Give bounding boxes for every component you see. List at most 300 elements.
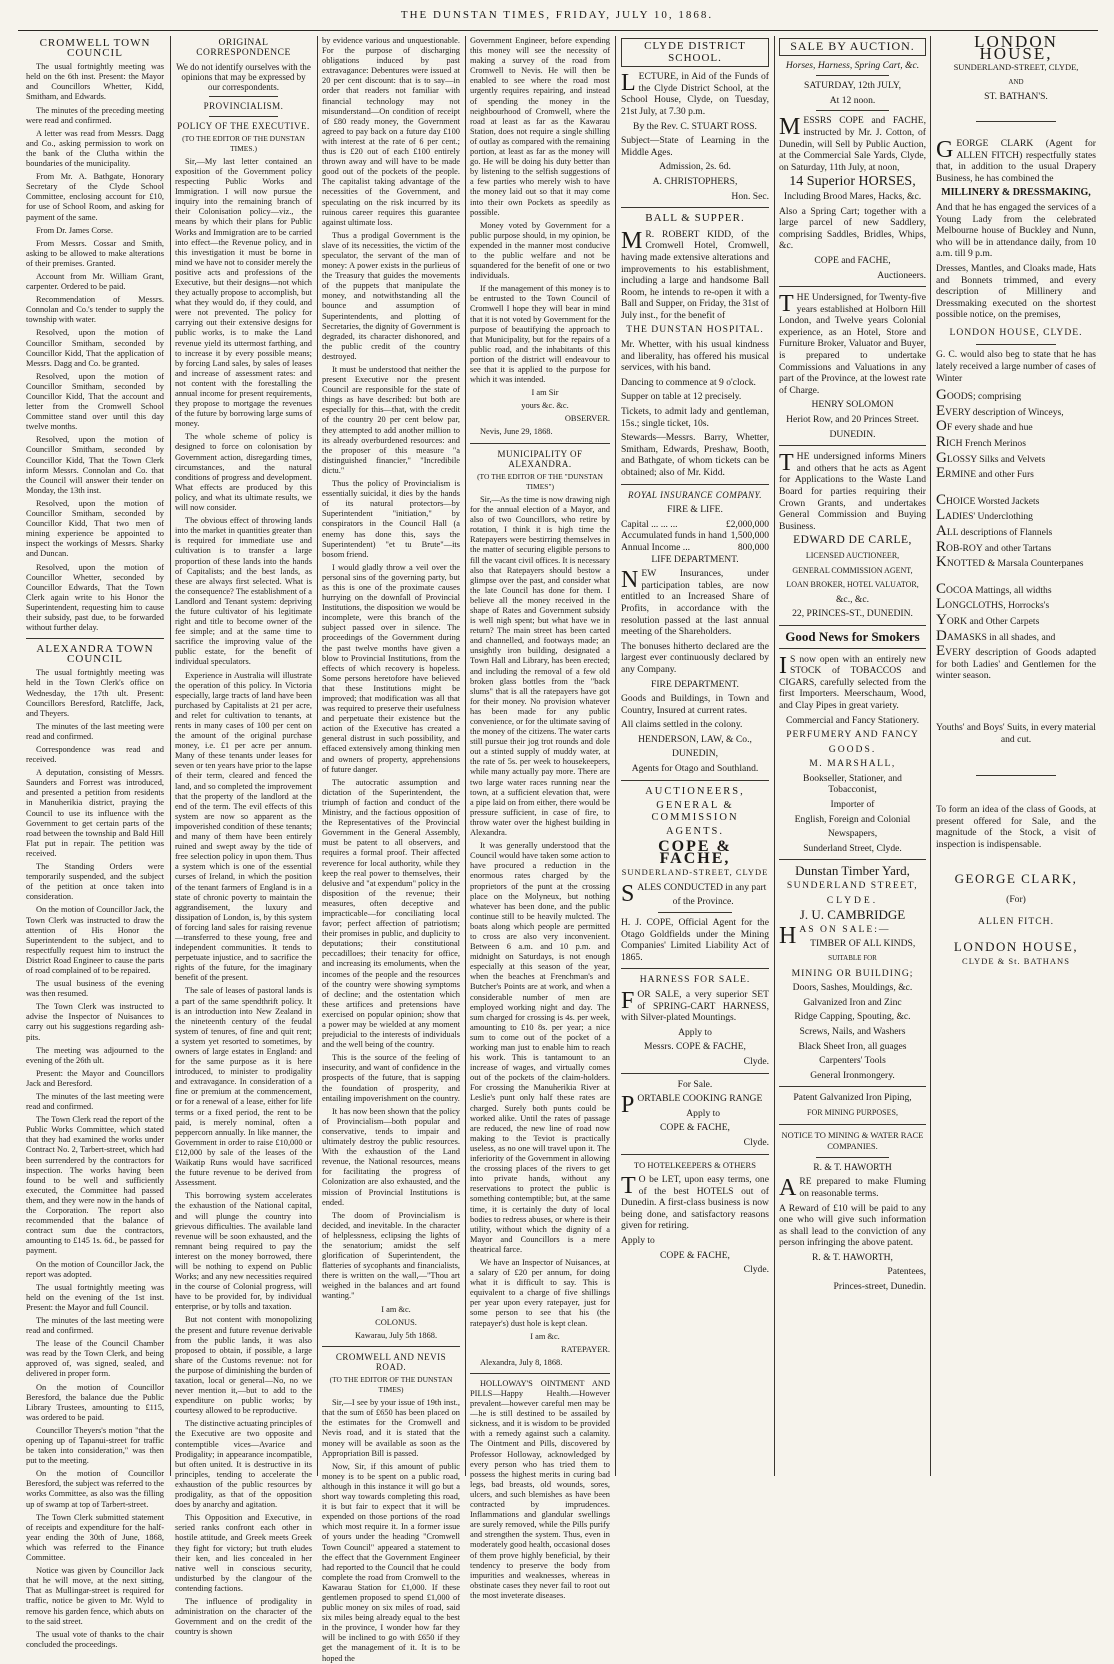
letter-continued bbox=[322, 36, 460, 1302]
agent-region: Agents for Otago and Southland. bbox=[631, 763, 759, 775]
solomon-city: DUNEDIN. bbox=[829, 428, 876, 440]
paragraph: Sir,—As the time is now drawing nigh for the annual election of a Mayor, and also of two Councillors, who retire by rotation, I think it is high time the Ratepayers were bestirring themselves in the matter of securing eligible persons to fill the vacant civil offices. It is necessary also that Ratepayers should bestow a glimpse over the past, and consider what the late Council has done for them. I believe all the money received in the shape of Rates and Government subsidy is well nigh spent; but what have we in return? The main street has been carted and channelled, and footways made; an unsightly iron building, designated a Town Hall and Library, has been erected; and including the removal of a few old broken glass bottles from the "back slums" that is all the ratepayers have got for their money. No provision whatever has been made for any public convenience, or for the ultimate saving of the money of the citizens. The water carts still pursue their jog trot rounds and dole out a stinted supply of muddy water, at the rate of 5s. per week to housekeepers, while many actually pay more. There are two large water races running near the town, at a sufficient elevation that, were a pipe laid on from either, there would be pressure sufficient, in case of fire, to throw water over the highest building in Alexandra. bbox=[470, 494, 610, 838]
auction-heading: SALE BY AUCTION. bbox=[779, 38, 926, 56]
cap: E bbox=[936, 465, 946, 482]
drop-cap: N bbox=[621, 567, 639, 594]
solomon-name: HENRY SOLOMON bbox=[811, 399, 894, 411]
lecture-subject: Subject—State of Learning in the Middle Ages. bbox=[621, 135, 769, 158]
agents: AGENTS. bbox=[665, 826, 725, 838]
paragraph: The influence of prodigality in administration on the character of the Government and on the credit of the country is shown bbox=[175, 1596, 312, 1637]
tickets: Tickets, to admit lady and gentleman, 15s.; single ticket, 10s. bbox=[621, 406, 769, 429]
paragraph: The Town Clerk was instructed to advise the Inspector of Nuisances to carry out his suggestions regarding ash-pits. bbox=[26, 1002, 164, 1042]
divider bbox=[779, 1086, 926, 1087]
goods-item bbox=[936, 418, 1096, 435]
divider bbox=[621, 484, 769, 485]
paragraph: The usual fortnightly meeting was held on the 6th inst. Present: the Mayor and Councillors Whetter, Kidd, Smitham, and Edwards. bbox=[26, 62, 164, 102]
paragraph: Present: the Mayor and Councillors Jack and Beresford. bbox=[26, 1068, 164, 1088]
etc: &c., &c. bbox=[835, 593, 870, 605]
messrs-cope: Messrs. COPE & FACHE, bbox=[644, 1041, 746, 1053]
goods-item-text: ADIES' Underclothing bbox=[945, 511, 1033, 523]
clark-text: EORGE CLARK (Agent for ALLEN FITCH) respectfully states that, in addition to the usual Drapery Business, he has combined the bbox=[936, 137, 1096, 184]
cap: D bbox=[936, 627, 947, 644]
miners-notice bbox=[779, 451, 926, 532]
paragraph: Notice was given by Councillor Jack that he will move, at the next sitting, That as Mullingar-street is required for traffic, notice be given to Mr. Wyld to remove his garden fence, which abuts on to the said street. bbox=[26, 1566, 164, 1626]
claims: All claims settled in the colony. bbox=[621, 719, 743, 731]
paragraph: On the motion of Councillor Beresford, the balance due the Public Library Trustees, amounting to £115, was ordered to be paid. bbox=[26, 1382, 164, 1422]
black-sheet: Black Sheet Iron, all guages bbox=[798, 1040, 907, 1052]
drop-cap: T bbox=[779, 450, 794, 477]
cromwell-council-report bbox=[26, 62, 164, 633]
divider bbox=[470, 1373, 610, 1374]
on-sale-text: AS ON SALE:— bbox=[799, 923, 891, 935]
notice-heading: NOTICE TO MINING & WATER RACE COMPANIES. bbox=[781, 1129, 924, 1152]
goods-item bbox=[936, 434, 1096, 451]
goods-item bbox=[936, 538, 1096, 555]
bonuses: The bonuses hitherto declared are the largest ever continuously declared by any Company. bbox=[621, 640, 769, 675]
cap: C bbox=[936, 491, 947, 508]
mining-building: MINING OR BUILDING; bbox=[791, 967, 914, 979]
general-commission: GENERAL & COMMISSION bbox=[651, 800, 739, 823]
drop-cap: M bbox=[621, 227, 643, 254]
dresses-notice: Dresses, Mantles, and Cloaks made, Hats and Bonnets trimmed, and every description of Millinery and Dressmaking executed on the shortest possible notice, on the premises, bbox=[936, 262, 1096, 321]
drop-cap: L bbox=[621, 70, 636, 97]
timber-clyde: CLYDE. bbox=[826, 894, 879, 906]
paragraph: I would gladly throw a veil over the personal sins of the governing party, but as this is one of the proximate causes hurrying on the downfall of Provincial Institutions, the disposition we would be incomplete, were this branch of the subject passed over in silence. The proceedings of the Government during the past twelve months have given a blow to Provincial Institutions, from the effects of which recovery is hopeless. Some persons heretofore have believed that these Institutions might be improved; that modification was all that was required to preserve their usefulness and perpetuate their existence but the action of the Executive has created a general distrust in such possibility, and effaced extensively among thinking men and owners of property, apprehensions of future danger. bbox=[322, 562, 460, 774]
goods-item-text: LOSSY Silks and Velvets bbox=[946, 453, 1046, 465]
goods-item bbox=[936, 627, 1096, 644]
policy-heading: POLICY OF THE EXECUTIVE. bbox=[177, 120, 310, 131]
goods-item-text: F every shade and hue bbox=[946, 422, 1033, 434]
hotel-heading: TO HOTELKEEPERS & OTHERS bbox=[634, 1159, 756, 1170]
school-heading: CLYDE DISTRICT SCHOOL. bbox=[621, 38, 769, 67]
doors: Doors, Sashes, Mouldings, &c. bbox=[792, 982, 913, 994]
cap: G bbox=[936, 449, 947, 466]
ball-text: R. ROBERT KIDD, of the Cromwell Hotel, Cromwell, having made extensive alterations and improvements to his establishment, including a large and handsome Ball Room, he intends to re-open it with a Ball and Supper, on Friday, the 31st of July inst., for the benefit of bbox=[621, 228, 769, 321]
goods-item-text: LL descriptions of Flannels bbox=[946, 527, 1053, 538]
perfumery: PERFUMERY AND FANCY bbox=[786, 729, 919, 741]
sunderland-street: SUNDERLAND-STREET, CLYDE bbox=[621, 867, 769, 878]
paragraph: Resolved, upon the motion of Councillor Smitham, seconded by Councillor Kidd, That two men of mining experience be appointed to inspect the workings of Messrs. Sharky and Duncan. bbox=[26, 498, 164, 559]
harness-text: OR SALE, a very superior SET of SPRING-CART HARNESS, with Silver-plated Mountings. bbox=[621, 988, 769, 1024]
auction-text: ESSRS COPE and FACHE, instructed by Mr. J. Cotton, of Dunedin, will Sell by Public Auction, at the Commercial Sale Yards, Clyde, on Saturday, 11th July, at noon, bbox=[779, 115, 926, 173]
divider bbox=[621, 1154, 769, 1155]
bookseller: Bookseller, Stationer, and Tobacconist, bbox=[803, 772, 902, 796]
paragraph: Resolved, upon the motion of Councillor Smitham, seconded by Councillor Kidd, That the application of Messrs. Dagg and Co. be granted. bbox=[26, 328, 164, 368]
apply: Apply to bbox=[621, 1235, 655, 1247]
paragraph: On the motion of Councillor Jack, the Town Clerk was instructed to draw the attention of His Honor the Superintendent to the subject, and to respectfully request him to instruct the District Road Engineer to cause the parts of road complained of to be repaired. bbox=[26, 905, 164, 975]
paragraph: Government Engineer, before expending this money will see the necessity of making a survey of the road from Cromwell to Nevis. He will then be enabled to see where the road most urgently requires repairing, and instead of spending the money in the neighbourhood of Cromwell, where the road at least as far as the Kawarau Station, does not require a single shilling of outlay as compared with the remaining portion, at least as far as the money will go. He will be doing his duty better than by listening to the selfish suggestions of a few parties who merely wish to have the money laid out so that it may come into their own Pockets as speedily as possible. bbox=[470, 36, 610, 217]
income-row bbox=[621, 542, 769, 554]
divider bbox=[621, 1073, 769, 1074]
column-divider bbox=[615, 36, 616, 1476]
band-notice: Mr. Whetter, with his usual kindness and liberality, has offered his musical services, with his band. bbox=[621, 339, 769, 374]
divider bbox=[322, 1346, 460, 1347]
smokers-heading: Good News for Smokers bbox=[785, 628, 920, 644]
paragraph: A deputation, consisting of Messrs. Saunders and Forrest was introduced, and presented a petition from residents in Manuherikia district, praying the Council to use its influence with the Government to get certain parts of the road between the township and Bald Hill Flat put in repair. The petition was received. bbox=[26, 768, 164, 858]
london-house-street: SUNDERLAND-STREET, CLYDE, bbox=[953, 62, 1079, 73]
cap: O bbox=[936, 418, 947, 435]
drop-cap: H bbox=[779, 922, 797, 949]
ball-heading: BALL & SUPPER. bbox=[645, 212, 745, 225]
cope-fache: COPE and FACHE, bbox=[814, 254, 891, 266]
goods-item bbox=[936, 523, 1096, 539]
paragraph: The lease of the Council Chamber was read by the Town Clerk, and being approved of, was signed, sealed, and delivered in proper form. bbox=[26, 1339, 164, 1379]
clyde: Clyde. bbox=[743, 1055, 769, 1067]
solomon-address: Heriot Row, and 20 Princes Street. bbox=[786, 414, 919, 426]
stationery: Commercial and Fancy Stationery. bbox=[785, 714, 920, 726]
goods-item-text: AMASKS in all shades, and bbox=[946, 631, 1056, 643]
tobacco-text: S now open with an entirely new STOCK of TOBACCOS and CIGARS, carefully selected from the first Importers. Meerschaum, Wood, and Clay Pipes in great variety. bbox=[779, 653, 926, 711]
supper: Supper on table at 12 precisely. bbox=[621, 391, 742, 403]
divider bbox=[976, 121, 1056, 122]
cambridge-name: J. U. CAMBRIDGE bbox=[799, 907, 906, 923]
editor-salutation: (TO THE EDITOR OF THE "DUNSTAN TIMES") bbox=[477, 471, 603, 491]
paragraph: The usual fortnightly meeting was held in the Town Clerk's office on Wednesday, the 17th ult. Present: Councillors Beresford, Ratcliffe, Jack, and Theyers. bbox=[26, 668, 164, 718]
also-notice: Also a Spring Cart; together with a large parcel of new Saddlery, comprising Saddles, Bridles, Whips, &c. bbox=[779, 205, 926, 252]
goods-item bbox=[936, 507, 1096, 524]
auction-items: Horses, Harness, Spring Cart, &c. bbox=[785, 59, 920, 71]
paragraph: The usual business of the evening was then resumed. bbox=[26, 979, 164, 999]
commission-agent: GENERAL COMMISSION AGENT, bbox=[792, 565, 913, 575]
divider bbox=[779, 625, 926, 626]
drop-cap: A bbox=[779, 1175, 797, 1202]
cope-fache-heading: COPE & FACHE, bbox=[658, 838, 732, 867]
london-house-heading: LONDON HOUSE, bbox=[974, 32, 1058, 63]
royal-insurance-heading: ROYAL INSURANCE COMPANY. bbox=[628, 489, 762, 500]
goods-item-text: OODS; comprising bbox=[946, 391, 1022, 403]
fire-life: FIRE & LIFE. bbox=[667, 504, 723, 516]
clyde: Clyde. bbox=[743, 1264, 769, 1276]
label: Capital ... ... ... bbox=[621, 518, 678, 530]
column-4 bbox=[470, 36, 610, 1600]
youths-suits: Youths' and Boys' Suits, in every material and cut. bbox=[936, 721, 1096, 745]
george-clark: GEORGE CLARK, bbox=[954, 870, 1078, 886]
paragraph: The Standing Orders were temporarily suspended, and the subject of the petition at once taken into consideration. bbox=[26, 862, 164, 902]
paragraph: The obvious effect of throwing lands into the market in quantities greater than is required for immediate use and cultivation is to transfer a large proportion of these lands into the hands of Capitalists; and the best lands, as these are always first selected. What is the consequence? The establishment of a Landlord and Tenant system: depriving the future cultivator of his legitimate right and title to become owner of the fee simple; and at the same time to sacrifice the improving value of the public estate, for the benefit of individual speculators. bbox=[175, 516, 312, 667]
marshall-address: Sunderland Street, Clyde. bbox=[803, 842, 902, 854]
lecture-text: ECTURE, in Aid of the Funds of the Clyde District School, at the School House, Clyde, on Tuesday, 21st July, at 7.30 p.m. bbox=[621, 71, 769, 117]
cope-agent: H. J. COPE, Official Agent for the Otago Goldfields under the Mining Companies' Limited Liability Act of 1865. bbox=[621, 917, 769, 963]
alexandra-council-heading: ALEXANDRA TOWN COUNCIL bbox=[36, 643, 154, 666]
value: 1,500,000 bbox=[730, 530, 769, 542]
divider bbox=[470, 443, 610, 444]
value: £2,000,000 bbox=[725, 518, 769, 530]
london-house-footer: LONDON HOUSE, bbox=[953, 939, 1079, 955]
paragraph: The sale of leases of pastoral lands is a part of the same spendthrift policy. It is an introduction into New Zealand in the nineteenth century of the feudal system of tenures, of fine and quit rent; a system yet resorted to sometimes, by owners of large estates in England: and for the same purpose as it is here introduced, to minister to prodigality and extravagance. In consideration of a fine or premium at the commencement, or for a renewal of a lease, either for life terms or a fixed period, the rent to be paid, is merely nominal, often a peppercorn annually. In like manner, the Government in order to raise £10,000 or £12,000 by sale of the leases of the Waikatip Runs would have sacrificed the future revenue to be derived from Assessment. bbox=[175, 986, 312, 1188]
allen-fitch: ALLEN FITCH. bbox=[978, 915, 1054, 927]
cap: R bbox=[936, 538, 947, 555]
range-text: ORTABLE COOKING RANGE bbox=[637, 1093, 763, 1105]
de-carle-name: EDWARD DE CARLE, bbox=[793, 534, 912, 547]
paragraph: It has now been shown that the policy of Provincialism—both popular and conservative, tends to impair and ultimately destroy the public resources. With the exhaustion of the Land revenue, the National resources, means for facilitating the progress of Colonization are also exhausted, and the mission of Provincial Institutions is ended. bbox=[322, 1106, 460, 1207]
millinery-heading: MILLINERY & DRESSMAKING, bbox=[941, 187, 1091, 199]
goods-item bbox=[936, 402, 1096, 419]
paragraph: Now, Sir, if this amount of public money is to be spent on a public road, although in this instance it will go but a short way towards completing this road, it is but fair to expect that it will be expended on those portions of the road which most require it. In a former issue of yours under the heading "Cromwell Town Council" appeared a statement to the effect that the Government Engineer had reported to the Council that he could complete the road from Cromwell to the Kawarau Station for £1,000. If these gentlemen proposed to spend £1,000 of public money on six miles of road, said six miles being already equal to the best in the province, I wonder how far they will be inclined to go with £650 if they get the management of it. It is to be hoped the bbox=[322, 1461, 460, 1663]
dancing: Dancing to commence at 9 o'clock. bbox=[621, 376, 756, 388]
miners-text: HE undersigned informs Miners and others that he acts as Agent for Applications to the Waste Land Board for parties requiring their Crown Grants, and undertakes General Commission and Buying Business. bbox=[779, 451, 926, 532]
patentees: Patentees, bbox=[887, 1266, 926, 1278]
harness-notice bbox=[621, 989, 769, 1024]
paragraph: The whole scheme of policy is designed to force on colonisation by Government action, disregarding times, circumstances, and the natural conditions of progress and development. What effects are produced by this policy, and what its ultimate results, we will now consider. bbox=[175, 432, 312, 513]
fire-dept: FIRE DEPARTMENT. bbox=[651, 678, 739, 690]
life-text: EW Insurances, under participation tables, are now entitled to an Increased Share of Profits, in accordance with the resolution passed at the last annual meeting of the Shareholders. bbox=[621, 568, 769, 638]
admission: Admission, 2s. 6d. bbox=[659, 161, 731, 173]
goods-item-text: ORK and Other Carpets bbox=[946, 615, 1040, 627]
marshall-name: M. MARSHALL, bbox=[809, 758, 896, 770]
accumulated-row bbox=[621, 530, 769, 542]
signoff: I am &c. bbox=[381, 1304, 411, 1314]
reward-notice: A Reward of £10 will be paid to any one who will give such information as shall lead to the conviction of any person infringing the above patent. bbox=[779, 1202, 926, 1249]
paragraph: A letter was read from Messrs. Dagg and Co., asking permission to work on the bank of the Clutha within the boundaries of the municipality. bbox=[26, 128, 164, 169]
brood-mares: Including Brood Mares, Hacks, &c. bbox=[783, 190, 922, 202]
fluming-notice bbox=[779, 1175, 926, 1202]
cap: L bbox=[936, 507, 946, 524]
goods-item bbox=[936, 387, 1096, 404]
patent-piping: Patent Galvanized Iron Piping, bbox=[793, 1092, 912, 1104]
paragraph: The distinctive actuating principles of the Executive are two opposite and contemptible vices—Avarice and Prodigality; in appearance incompatible, but often united. It is destructive in its principles, tending to accelerate the exhaustion of the public resources by prodigality, as that of the opposition does by anarchy and agitation. bbox=[175, 1419, 312, 1510]
signature: OBSERVER. bbox=[564, 414, 610, 424]
masthead: THE DUNSTAN TIMES, FRIDAY, JULY 10, 1868. bbox=[400, 9, 714, 21]
cap: L bbox=[936, 596, 946, 613]
divider bbox=[976, 775, 1056, 776]
signature: RATEPAYER. bbox=[561, 1344, 610, 1354]
horses-heading: 14 Superior HORSES, bbox=[789, 174, 916, 190]
for-sale: For Sale. bbox=[677, 1078, 713, 1090]
screws: Screws, Nails, and Washers bbox=[799, 1025, 906, 1037]
cap: E bbox=[936, 402, 946, 419]
agent-name: HENDERSON, LAW, & Co., bbox=[638, 733, 752, 745]
apply: Apply to bbox=[678, 1026, 712, 1038]
goods-item bbox=[936, 580, 1096, 597]
paragraph: Thus a prodigal Government is the slave of its necessities, the victim of the speculator, the servant of the man of money: A power exists in the purlieus of the Treasury that guides the movements of the puppets that manipulate the money, and notwithstanding all the bounce and assumption of Superintendents, and plotting of Secretaries, the dignity of Government is degraded, its character dishonored, and the public credit of the country destroyed. bbox=[322, 230, 460, 361]
dateline: Kawarau, July 5th 1868. bbox=[354, 1330, 438, 1340]
goods-item bbox=[936, 449, 1096, 466]
ironmongery: General Ironmongery. bbox=[810, 1069, 895, 1081]
value: 800,000 bbox=[737, 541, 769, 553]
clyde: Clyde. bbox=[743, 1136, 769, 1148]
column-1 bbox=[26, 36, 164, 1649]
divider bbox=[658, 912, 732, 913]
column-divider bbox=[317, 36, 318, 1476]
lecture-notice bbox=[621, 71, 769, 117]
paragraph: Experience in Australia will illustrate the operation of this policy. In Victoria especially, large tracts of land have been purchased by Capitalists at 21 per acre, and relet for cultivation to tenants, at rents in many cases of 100 per cent on the amount of the original purchase money, i.e. £1 per acre per annum. Many of these tenants under leases for seven or ten years have prior to the lapse of their term, cleared and fenced the land, and so completed the improvement that the property of the landlord at the end of the term. The evil effects of this system are now so apparent as the impoverished condition of these tenants; and many of them have been entirely ruined and swept away by the tide of free selection policy in upon them. Thus a system which is one of the essential curses of Ireland, in which the position of the tenant farmers of England is in a state of chronic poverty to maintain the aggrandisement, the luxury and dissipation of London, is, by this system of forcing land sales for raising revenue —transferred to these young, free and independent communities. It tends to perpetuate injustice, and to sacrifice the rights of the future, for the imaginary benefit of the present. bbox=[175, 670, 312, 983]
solomon-notice bbox=[779, 292, 926, 396]
timber-kinds: TIMBER OF ALL KINDS, bbox=[810, 938, 916, 950]
paragraph: Resolved, upon the motion of Councillor Smitham, seconded by Councillor Kidd, That the account and letter from the Cromwell School Committee stand over until this day twelve months. bbox=[26, 371, 164, 432]
paragraph: Money voted by Government for a public purpose should, in my opinion, be expended in the manner most conducive to the public welfare and not be squandered for the benefit of one or two individuals. bbox=[470, 220, 610, 281]
column-7 bbox=[936, 32, 1096, 1476]
paragraph: This is the source of the feeling of insecurity, and want of confidence in the prospects of the future, that is sapping the foundation of prosperity, and entailing impoverishment on the country. bbox=[322, 1053, 460, 1103]
divider bbox=[621, 780, 769, 781]
divider bbox=[26, 638, 164, 639]
goods-item-text: VERY description of Winceys, bbox=[945, 406, 1064, 418]
column-divider bbox=[170, 36, 171, 1476]
paragraph: Sir,—I see by your issue of 19th inst., that the sum of £650 has been placed on the estimates for the Cromwell and Nevis road, and it is stated that the money will be available as soon as the Appropriation Bill is passed. bbox=[322, 1398, 460, 1458]
hospital: THE DUNSTAN HOSPITAL. bbox=[626, 324, 764, 336]
paragraph: Resolved, upon the motion of Councillor Whetter, seconded by Councillor Edwards, That the Town Clerk again write to his Honor the Superintendent, requesting him to cause their subsidy, past due, to be forwarded without further delay. bbox=[26, 562, 164, 633]
divider bbox=[209, 96, 278, 97]
paragraph: From Dr. James Corse. bbox=[36, 225, 113, 235]
paragraph: The meeting was adjourned to the evening of the 26th ult. bbox=[26, 1045, 164, 1065]
licensed-auctioneer: LICENSED AUCTIONEER, bbox=[805, 550, 900, 560]
paragraph: Thus the policy of Provincialism is essentially suicidal, it dies by the hands of its natural protectors—by Superintendent "initiation," by conspirators in the Council Hall (a enemy has done this, says the Superintendent) "et tu Brute"—its bosom friend. bbox=[322, 479, 460, 559]
drop-cap: P bbox=[621, 1092, 635, 1119]
paragraph: The usual vote of thanks to the chair concluded the proceedings. bbox=[26, 1629, 164, 1649]
auction-date: SATURDAY, 12th JULY, bbox=[804, 80, 901, 92]
carpenters: Carpenters' Tools bbox=[819, 1055, 886, 1067]
paragraph: The minutes of the last meeting were read and confirmed. bbox=[26, 1092, 164, 1112]
paragraph: If the management of this money is to be entrusted to the Town Council of Cromwell I hope they will bear in mind that it is not voted by Government for the purpose of beautifying the approach to that Municipality, but for the repairs of a public road, and the inhabitants of this portion of the district will endeavour to see that it is applied to the purpose for which it was intended. bbox=[470, 284, 610, 385]
paragraph: But not content with monopolizing the present and future revenue derivable from the public lands, it was also proposed to obtain, if possible, a large share of the Customs revenue: not for the purpose of diminishing the burden of taxation, local or general—No, no we never mention it,—but to add to the expenditure on public works; by courtesy allowed to be reproductive. bbox=[175, 1315, 312, 1416]
cap: R bbox=[936, 434, 947, 451]
goods-item bbox=[936, 491, 1096, 508]
province: of the Province. bbox=[672, 896, 734, 908]
goods-item-text: OB-ROY and other Tartans bbox=[946, 542, 1052, 554]
paragraph: Account from Mr. William Grant, carpenter. Ordered to be paid. bbox=[26, 271, 164, 292]
goods-list bbox=[936, 387, 1096, 482]
divider bbox=[621, 207, 769, 208]
provincialism-heading: PROVINCIALISM. bbox=[203, 101, 284, 112]
english-foreign: English, Foreign and Colonial bbox=[794, 813, 911, 825]
paragraph: It was generally understood that the Council would have taken some action to have procured a reduction in the enormous rates charged by the proprietors of the punt at the crossing place on the Molyneux, but nothing whatever has been done, and the public continue still to be heavily mulcted. The boats along which people are permitted to cross are also very inconvenient. Between 6 a.m. and 10 p.m. and midnight on Saturdays, is not enough especially at this season of the year, when the beaches at Frenchman's and Butcher's Points are at work, and when a considerable number of men are employed working night and day. The sum charged for crossing is 4s. per week, amounting to £10 8s. per year; a nice sum to come out of the pocket of a working man just to enable him to reach his work. This is tantamount to an increase of wages, and virtually comes out of the pockets of the claim-holders. For crossing the Manuherikia River at Leslie's punt only half these rates are charged. Surely both punts could be worked alike. Until the rates of passage are reduced, the new line of road now making to the Teviot is practically useless, as no one will travel upon it. The inferiority of the Government in allowing the crossing places of the rivers to get into private hands, without any reservations to protect the public is something contemptible; but, at the same time, it is certainly the duty of local bodies to redress abuses, or where is their utility, without which the dignity of a Mayor and Councillors is a mere theatrical farce. bbox=[470, 841, 610, 1254]
paragraph: The minutes of the last meeting were read and confirmed. bbox=[26, 721, 164, 741]
alexandra-council-report bbox=[26, 668, 164, 1650]
goods-buildings: Goods and Buildings, in Town and Country, Insured at current rates. bbox=[621, 693, 769, 716]
label: Annual Income ... bbox=[621, 541, 691, 553]
auctioneers: Auctioneers. bbox=[877, 269, 926, 281]
paragraph: The Town Clerk read the report of the Public Works Committee, which stated that they had examined the works under Contract No. 2, Tarbert-street, which had been surrendered by the contractors for inspection. The works having been found to be well and sufficiently executed, the Committee had passed them, and they were now in the hands of the Corporation. The report also recommended that the balance of contract sum due the contractors, amounting to £145 1s. 6d., be passed for payment. bbox=[26, 1115, 164, 1256]
paragraph: Sir,—My last letter contained an exposition of the Government policy respecting Public Works and Immigration. I will now pursue the inquiry into the remaining branch of their Colonisation policy—viz., the means by which their plans for Public Works and Immigration are to be carried into effect—the Revenue policy, and in this investigation it must be borne in mind we have not to consider merely the positive acts and professions of the Executive, but their designs—not which they actually propose to accomplish, but what they would do, if they could, and were not prevented. The policy for carrying out their extensive designs for public works, is to make the Land revenue yield its uttermost farthing, and to increase it by every possible means; by forcing Land sales, by sales of leases and increase of assessment rates: and not content with the forestalling the annual income for present requirements, they propose to mortgage the revenues of the future by borrowing large sums of money. bbox=[175, 156, 312, 429]
paragraph: From Mr. A. Bathgate, Honorary Secretary of the Clyde School Committee, enclosing account for £10, for use of School Room, and asking for payment of the same. bbox=[26, 172, 164, 222]
haworth-address: Princes-street, Dunedin. bbox=[833, 1281, 926, 1293]
goods: GOODS. bbox=[828, 743, 877, 755]
signoff: I am &c. bbox=[530, 1331, 560, 1341]
mining-purposes: FOR MINING PURPOSES, bbox=[807, 1107, 898, 1117]
paragraph: The autocratic assumption and dictation of the Superintendent, the triumph of faction and conduct of the Ministry, and the factious opposition of the Representatives of the Provincial Government in the General Assembly, must be patent to all observers, and requires a formal proof. Their affected reverence for local authority, while they keep the real power to themselves, their delusive and "at expendum" policy in the disposition of the revenue; their measures, often deceptive and impracticable—for conciliating local favor; perfect affection of patriotism; their promises in public, and duplicity to deputations; their constitutional peccadilloes; their tenacity for office, and increasing its emoluments, when the incomes of the people and the resources of the country were showing symptoms of decline; and the ostentation which these artifices and pretensions have exercised on popular opinion; show that a power may be wielded at any moment prejudicial to the interests of individuals and the well being of the country. bbox=[322, 777, 461, 1050]
lecturer: By the Rev. C. STUART ROSS. bbox=[633, 120, 757, 132]
cromwell-council-heading: CROMWELL TOWN COUNCIL bbox=[39, 37, 151, 60]
cap: C bbox=[936, 580, 947, 597]
signoff: I am Sir bbox=[531, 388, 559, 398]
suitable-for: SUITABLE FOR bbox=[828, 954, 877, 962]
galvanized: Galvanized Iron and Zinc bbox=[803, 996, 902, 1008]
municipality-heading: MUNICIPALITY OF ALEXANDRA. bbox=[497, 448, 583, 469]
newspapers: Newspapers, bbox=[827, 828, 878, 840]
divider bbox=[816, 1157, 890, 1158]
paragraph: The Town Clerk submitted statement of receipts and expenditure for the half-year ending the 30th of June, 1868, which was referred to the Finance Committee. bbox=[26, 1512, 164, 1563]
drop-cap: F bbox=[621, 987, 635, 1014]
cap: G bbox=[936, 387, 947, 404]
clyde-bathans: CLYDE & St. BATHANS bbox=[962, 955, 1070, 966]
solomon-text: HE Undersigned, for Twenty-five years established at Holborn Hill London, and Twelve years Colonial experience, as an Hotel, Store and Furniture Broker, Valuator and Buyer, is prepared to undertake Commissions and Valuations in any part of the Province, at the lowest rate of Charge. bbox=[779, 292, 926, 396]
divider bbox=[779, 445, 926, 446]
signature: COLONUS. bbox=[375, 1317, 417, 1327]
st-bathans: ST. BATHAN'S. bbox=[984, 91, 1048, 103]
drop-cap: S bbox=[621, 880, 635, 907]
inspection-notice: To form an idea of the class of Goods, at present offered for Sale, and the magnitude of the Stock, a visit of inspection is indispensable. bbox=[936, 804, 1096, 850]
letter-body bbox=[175, 157, 312, 1638]
drop-cap: G bbox=[936, 136, 954, 163]
fluming-text: RE prepared to make Fluming on reasonable terms. bbox=[799, 1176, 926, 1199]
paragraph: The usual fortnightly meeting was held on the evening of the 1st inst. Present: the Mayor and full Council. bbox=[26, 1282, 164, 1312]
divider bbox=[621, 968, 769, 969]
divider bbox=[209, 116, 278, 117]
column-2 bbox=[175, 36, 312, 1637]
goods-item-text: RMINE and other Furs bbox=[945, 469, 1034, 481]
paragraph: This borrowing system accelerates the exhaustion of the National capital, and will plunge the country into grievous difficulties. The available land revenue will be soon exhausted, and the remnant being required to pay the interest on the money borrowed, there will be nothing to expend on Public Works; and any new necessities required in the course of Colonial progress, will have to be provided for, by individual enterprise, or by tolls and taxation. bbox=[175, 1191, 312, 1312]
life-dept: LIFE DEPARTMENT. bbox=[651, 553, 739, 565]
cap: A bbox=[936, 523, 947, 539]
goods-item-text: HOICE Worsted Jackets bbox=[946, 495, 1040, 507]
winter-goods-notice: G. C. would also beg to state that he has lately received a large number of cases of Winter bbox=[936, 349, 1096, 384]
importer: Importer of bbox=[830, 799, 875, 811]
drop-cap: I bbox=[779, 652, 787, 679]
masthead-rule bbox=[18, 30, 1098, 31]
timber-street: SUNDERLAND STREET, bbox=[786, 880, 919, 892]
paragraph: Correspondence was read and received. bbox=[26, 745, 164, 765]
goods-list bbox=[936, 491, 1096, 571]
goods-item-text: NOTTED & Marsala Counterpanes bbox=[946, 558, 1084, 570]
haworth-signature: R. & T. HAWORTH, bbox=[812, 1251, 893, 1263]
secretary-name: A. CHRISTOPHERS, bbox=[652, 175, 738, 187]
tobacco-notice bbox=[779, 654, 926, 712]
signoff: yours &c. &c. bbox=[521, 401, 569, 411]
cap: E bbox=[936, 643, 946, 660]
paragraph: Councillor Theyers's motion "that the opening up of Tapanui-street for traffic be taken into consideration," was then put to the meeting. bbox=[26, 1425, 164, 1466]
divider bbox=[779, 648, 926, 649]
goods-item bbox=[936, 611, 1096, 628]
drop-cap: M bbox=[779, 114, 801, 141]
auctioneers: AUCTIONEERS, bbox=[645, 785, 745, 797]
paragraph: Recommendation of Messrs. Connolan and Co.'s tender to supply the township with water. bbox=[26, 295, 164, 325]
capital-row bbox=[621, 519, 769, 531]
secretary-title: Hon. Sec. bbox=[731, 190, 769, 202]
goods-item-text: VERY description of Goods adapted for both Ladies' and Gentlemen for the winter season. bbox=[936, 647, 1096, 682]
paragraph: On the motion of Councillor Beresford, the subject was referred to the works Committee, as also was the filling up of swamp at top of Tarbert-street. bbox=[26, 1469, 164, 1509]
paragraph: The minutes of the last meeting were read and confirmed. bbox=[26, 1315, 164, 1336]
auction-notice bbox=[779, 115, 926, 173]
divider bbox=[779, 1124, 926, 1125]
harness-heading: HARNESS FOR SALE. bbox=[639, 974, 751, 986]
goods-item bbox=[936, 465, 1096, 482]
paragraph: We have an Inspector of Nuisances, at a salary of £20 per annum, for doing what it is difficult to say. This is equivalent to a charge of five shillings per year upon every ratepayer, just for some person to see that his (the ratepayer's) dust hole is kept clean. bbox=[470, 1257, 610, 1328]
goods-item bbox=[936, 596, 1096, 613]
goods-item bbox=[936, 554, 1096, 571]
haworth-name: R. & T. HAWORTH bbox=[813, 1161, 892, 1173]
and: AND bbox=[1008, 77, 1024, 86]
goods-list bbox=[936, 580, 1096, 682]
stewards: Stewards—Messrs. Barry, Whetter, Smitham, Edwards, Preshaw, Booth, and Bathgate, of whom tickets can be obtained; also of Mr. Kidd. bbox=[621, 432, 769, 478]
ball-notice bbox=[621, 229, 769, 322]
london-house-clyde: LONDON HOUSE, CLYDE. bbox=[949, 326, 1083, 338]
agent-city: DUNEDIN, bbox=[671, 748, 719, 760]
hotel-notice bbox=[621, 1174, 769, 1232]
drop-cap: T bbox=[779, 291, 794, 318]
paragraph: It must be understood that neither the present Executive nor the present Council are responsible for the state of things as have described: but both are especially for this—that, with the credit of the country 20 per cent below par, they attempted to add another million to its already overburdened resources: and the proposer of this measure "a distinguished financier," "Incredibile dictu." bbox=[322, 365, 460, 475]
paragraph: From Messrs. Cossar and Smith, asking to be allowed to make alterations of their premises. Granted. bbox=[26, 238, 164, 268]
paragraph: On the motion of Councillor Jack, the report was adopted. bbox=[26, 1259, 164, 1279]
correspondence-notice: We do not identify ourselves with the opinions that may be expressed by our correspondents. bbox=[176, 62, 311, 93]
loan-broker: LOAN BROKER, HOTEL VALUATOR, bbox=[786, 580, 919, 590]
paragraph: Resolved, upon the motion of Councillor Smitham, seconded by Councillor Kidd, That the Town Clerk inform Messrs. Connolan and Co. that the Council will answer their tender on Monday, the 13th inst. bbox=[26, 435, 164, 495]
dateline: Alexandra, July 8, 1868. bbox=[480, 1357, 563, 1367]
editor-salutation: (TO THE EDITOR OF THE DUNSTAN TIMES.) bbox=[182, 133, 305, 153]
de-carle-address: 22, PRINCES-ST., DUNEDIN. bbox=[792, 608, 913, 620]
holloway-advert: HOLLOWAY'S OINTMENT AND PILLS—Happy Health.—However prevalent—however careful men may be—he is still destined to be assailed by sickness, and it is wisdom to be provided with a remedy against such a calamity. The Ointment and Pills, discovered by Professor Holloway, acknowledged by every person who has tried them to possess the highest merits in curing bad legs, bad breasts, old wounds, sores, ulcers, and such blemishes as have been contracted by imprudences. Inflammations and glandular swellings are surely removed, while the Pills purify and strengthen the system. Thus, even in moderately good health, occasional doses of them prove highly beneficial, by their tendency to preserve the body from impurities and weaknesses, whereas in obstinate cases they never fail to root out the most inveterate diseases. bbox=[470, 1378, 610, 1600]
paragraph: by evidence various and unquestionable. For the purpose of discharging obligations induced by past extravagance: Debentures were issued at 20 per cent discount: that is to say—in order that readers not familiar with financial technology may not misunderstand—On condition of receipt of £80 ready money, the Government agreed to pay back on a future day £100 with interest at the rate of 6 per cent.; thus is £20 out of each £100 entirely thrown away and will have to be made good out of the pockets of the people. The capitalist taking advantage of the necessities of the Government, and speculating on the risk incurred by its ruinous career requires this guarantee against ultimate loss. bbox=[322, 36, 460, 227]
cope-fache: COPE & FACHE, bbox=[660, 1249, 730, 1261]
dateline: Nevis, June 29, 1868. bbox=[480, 427, 553, 437]
